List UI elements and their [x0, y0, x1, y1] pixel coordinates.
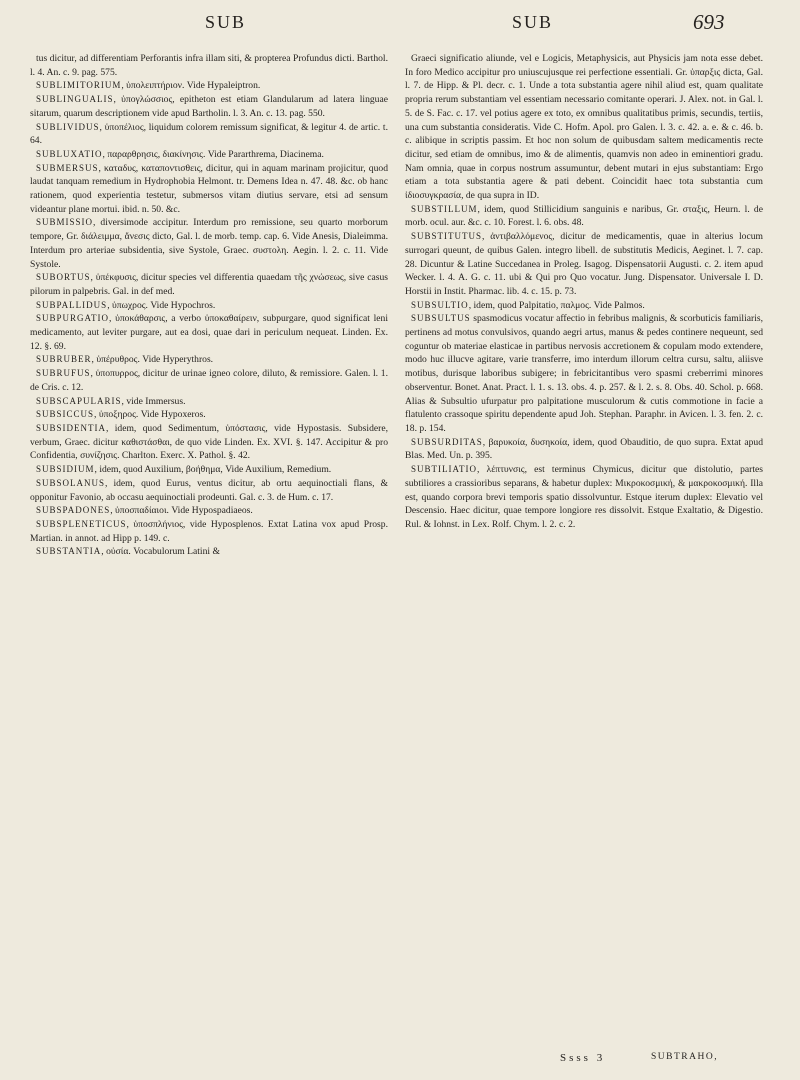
entry-text: , καταδυς, καταποντισθεις, dicitur, qui in aquam marinam projicitur, quod laudat tanquam remedium in Hydrophobia Helmont. tr. Demens Idea n. 47. 48. &c. ob hanc rationem, quod experientia testetur, submersos vitam diutius servare, etsi ad sensum videantur plane mortui. ibid. n. 50. &c.: [30, 162, 388, 215]
dictionary-entry: [30, 79, 388, 93]
entry-headword: SUBORTUS: [36, 272, 91, 283]
entry-headword: SUBMISSIO: [36, 217, 94, 228]
dictionary-entry: [30, 271, 388, 298]
left-column: [30, 52, 388, 559]
entry-headword: SUBSICCUS: [36, 409, 95, 420]
right-running-title: SUB: [512, 12, 554, 32]
signature-mark: Ssss 3: [560, 1052, 606, 1064]
dictionary-entry: [30, 216, 388, 271]
entry-text: , vide Immersus.: [121, 395, 186, 407]
dictionary-entry: [30, 477, 388, 504]
entry-headword: SUBMERSUS: [36, 162, 99, 173]
running-header: [0, 8, 800, 36]
entry-text: , ὑποπέλιος, liquidum colorem remissum significat, & legitur 4. de artic. t. 64.: [30, 121, 388, 147]
entry-text: , idem, quod Stillicidium sanguinis e naribus, Gr. σταξις, Heurn. l. de morb. ocul. aur. &c. c. 10. Forest. l. 6. obs. 48.: [405, 203, 763, 229]
dictionary-entry: [30, 545, 388, 559]
entry-text: Graeci significatio aliunde, vel e Logicis, Metaphysicis, aut Physicis jam nota esse debet. In foro Medico accipitur pro uniuscujusque rei perfectione essentiali. Gr. ὑπαρξις dicta, Gal. l. 7. de Hipp. & Pl. decr. c. 1. Unde a tota substantia agere nihil aliud est, quam qualitate propria rerum substantiam vel essentiam necessario comitante operari. J. Alex. not. in Gal. l. 5. de S. Fac. c. 17. vel potius agere ex toto, ex omnibus qualitatibus primis, secundis, tertiis, una cum substantia consideratis. Vide C. Hofm. Apol. pro Galen. l. 3. c. 42. a. e. & c. 46. b. c. alibique in scriptis passim. Et hoc non solum de quibusdam saltem medicamentis recte dicitur, sed etiam de omnibus, imo & de alimentis, quamvis non adeo in eminentiori gradu. Nam omnia, quae in corpus nostrum assumuntur, debent mutari in ejus substantiam: Ergo etiam a tota substantia agere & pati debent. Coincidit haec tota substantia cum ἰδιοσυγκρασία, de qua supra in ID.: [405, 53, 763, 202]
entry-headword: SUBSULTUS: [411, 313, 471, 324]
entry-text: , ὑποξηρος. Vide Hypoxeros.: [94, 409, 206, 421]
page-number: 693: [693, 10, 725, 34]
entry-headword: SUBSULTIO: [411, 299, 469, 310]
entry-headword: SUBLUXATIO: [36, 148, 103, 159]
entry-text: , ὑποπυρρος, dicitur de urinae igneo colore, diluto, & remissiore. Galen. l. 1. de Cris. c. 12.: [30, 368, 388, 393]
dictionary-entry: [30, 367, 388, 394]
dictionary-entry: [405, 312, 763, 435]
entry-text: , ὑποκάθαρσις, a verbo ὑποκαθαίρειν, subpurgare, quod significat leni medicamento, aut leviter purgare, aut ea dosi, quae dari in periculum nequeat. Linden. Ex. 12. §. 69.: [30, 313, 388, 352]
dictionary-entry: [30, 504, 388, 518]
entry-text: , ὑπέκφυσις, dicitur species vel differentia quaedam τῆς χνώσεως, sive casus pilorum in palpebris. Gal. in def med.: [30, 272, 388, 297]
entry-headword: SUBSCAPULARIS: [36, 395, 122, 406]
entry-headword: SUBLINGUALIS: [36, 94, 114, 105]
dictionary-entry: [405, 436, 763, 463]
entry-text: , παραρθρησις, διακίνησις. Vide Pararthrema, Diacinema.: [102, 148, 324, 160]
entry-headword: SUBLIMITORIUM: [36, 80, 122, 91]
entry-headword: SUBSTANTIA: [36, 546, 102, 557]
entry-headword: SUBSIDENTIA: [36, 422, 107, 433]
dictionary-entry: [30, 162, 388, 217]
entry-text: , ὑπογλώσσιος, epitheton est etiam Glandularum ad latera linguae sitarum, quarum descriptionem vide apud Bartholin. l. 3. An. c. 13. pag. 550.: [30, 94, 388, 119]
entry-text: , ὑπέρυθρος. Vide Hyperythros.: [91, 354, 214, 366]
dictionary-entry: [30, 353, 388, 367]
catchword: SUBTRAHO,: [651, 1052, 719, 1062]
entry-text: , ἀντιβαλλόμενος, dicitur de medicamentis, quae in alterius locum surrogari queunt, de quibus Galen. integro libell. de substitutis Medicis, Aeginet. l. 7. cap. 28. Dicuntur & Latine Succedanea in Proleg. Isagog. Dispensatorii Augusti. c. 2. item apud Wecker. l. 4. A. G. c. 11. ubi & Qui pro Quo vocatur. Jung. Dispensator. Universale I. D. Horstii in Instit. Pharmac. lib. 4. c. 15. p. 73.: [405, 231, 763, 297]
entry-headword: SUBSTILLUM: [411, 203, 478, 214]
dictionary-entry: [405, 299, 763, 313]
dictionary-entry: [30, 395, 388, 409]
entry-headword: SUBSPLENETICUS: [36, 518, 127, 529]
dictionary-entry: [30, 299, 388, 313]
entry-text: , ὑπολειπτήριον. Vide Hypaleiptron.: [121, 80, 261, 92]
entry-text: , ὑποσπαδίαιοι. Vide Hypospadiaeos.: [110, 505, 253, 517]
entry-headword: SUBPALLIDUS: [36, 299, 108, 310]
entry-text: spasmodicus vocatur affectio in febribus malignis, & scorbuticis familiaris, pertinens ad motus convulsivos, quando aegri artus, manus & pedes continere nequeunt, sed coguntur ob materiae elasticae in partibus nervosis accretionem & copulam modo extendere, modo huc illucve agitare, varie transferre, imo interdum illorum celtra cursu, saltu, aliisve motibus, durisque laboribus subigere; in febricitantibus vero spasmi creberrimi minores observentur. Bonet. Anat. Pract. l. 1. s. 13. obs. 4. p. 257. & l. 2. s. 8. Obs. 40. Schol. p. 668. Alias & Subsultio ufurpatur pro palpitatione musculorum & cutis commotione in facie a flatulento crassoque spiritu dependente apud Joh. Stephan. Paraphr. in Avicen. l. 3. fen. 2. c. 18. p. 154.: [405, 313, 763, 434]
entry-text: , ὑποσπλήνιος, vide Hyposplenos. Extat Latina vox apud Prosp. Martian. in annot. ad Hipp p. 149. c.: [30, 518, 388, 544]
left-running-title: SUB: [205, 12, 247, 32]
entry-headword: SUBSOLANUS: [36, 477, 106, 488]
entry-headword: SUBLIVIDUS: [36, 121, 100, 132]
dictionary-entry: [30, 422, 388, 463]
entry-text: tus dicitur, ad differentiam Perforantis infra illam siti, & propterea Profundus dicti. Barthol. l. 4. An. c. 9. pag. 575.: [30, 53, 388, 78]
entry-text: , ὑπωχρος. Vide Hypochros.: [107, 299, 216, 311]
dictionary-entry: [30, 312, 388, 353]
entry-text: , βαρυκοία, δυσηκοία, idem, quod Obauditio, de quo supra. Extat apud Blas. Med. Un. p. 395.: [405, 436, 763, 462]
dictionary-entry: [30, 121, 388, 148]
dictionary-entry: [30, 408, 388, 422]
entry-headword: SUBSPADONES: [36, 505, 111, 516]
dictionary-entry: [405, 463, 763, 532]
entry-text: , idem, quod Sedimentum, ὑπόστασις, vide Hypostasis. Subsidere, verbum, Graec. dicitur καθιστάσθαι, de quo vide Linden. Ex. XVI. §. 147. Accipitur & pro Confidentia, συνίζησις. Charlton. Exerc. X. Pathol. §. 42.: [30, 422, 388, 462]
entry-text: , idem, quod Auxilium, βοήθημα, Vide Auxilium, Remedium.: [94, 464, 332, 476]
entry-headword: SUBRUBER: [36, 354, 92, 365]
entry-headword: SUBSURDITAS: [411, 436, 483, 447]
entry-text: , λέπτυνσις, est terminus Chymicus, dicitur que distolutio, partes subtiliores a crassioribus separans, & habetur duplex: Μικροκοσμική, & μακροκοσμική. Illa est, quando corpora brevi temporis spatio dissolvuntur. Estque iterum duplex: Elevatio vel Descensio. Haec dicitur, quae tempore longiore res dissolvit. Estque Exaltatio, & Digestio. Rul. & Iohnst. in Lex. Rolf. Chym. l. 2. c. 2.: [405, 464, 763, 530]
entry-text: , diversimode accipitur. Interdum pro remissione, seu quarto morborum tempore, Gr. διάλειμμα, ἄνεσις dicto, Gal. l. de morb. temp. cap. 6. Vide Anesis, Dialeimma. Interdum pro arteriae subsidentia, sive Systole, Graec. συστολη. Aegin. l. 2. c. 11. Vide Systole.: [30, 217, 388, 270]
dictionary-entry: [30, 518, 388, 545]
entry-headword: SUBTILIATIO: [411, 464, 477, 475]
entry-text: , idem, quod Eurus, ventus dicitur, ab ortu aequinoctiali flans, & opponitur Favonio, ab occasu aequinoctiali prodeunti. Gal. c. 3. de Hum. c. 17.: [30, 477, 388, 503]
dictionary-entry: [405, 203, 763, 230]
dictionary-entry: [30, 93, 388, 120]
right-column: [405, 52, 763, 532]
entry-headword: SUBSIDIUM: [36, 464, 95, 475]
dictionary-entry: [405, 230, 763, 299]
dictionary-entry: [405, 52, 763, 203]
entry-headword: SUBRUFUS: [36, 368, 91, 379]
entry-text: , idem, quod Palpitatio, παλμος. Vide Palmos.: [468, 299, 645, 311]
entry-text: , οὐσία. Vocabulorum Latini &: [101, 546, 220, 558]
entry-headword: SUBSTITUTUS: [411, 231, 483, 242]
dictionary-entry: [30, 148, 388, 162]
entry-headword: SUBPURGATIO: [36, 313, 110, 324]
dictionary-entry: [30, 52, 388, 79]
dictionary-entry: [30, 463, 388, 477]
